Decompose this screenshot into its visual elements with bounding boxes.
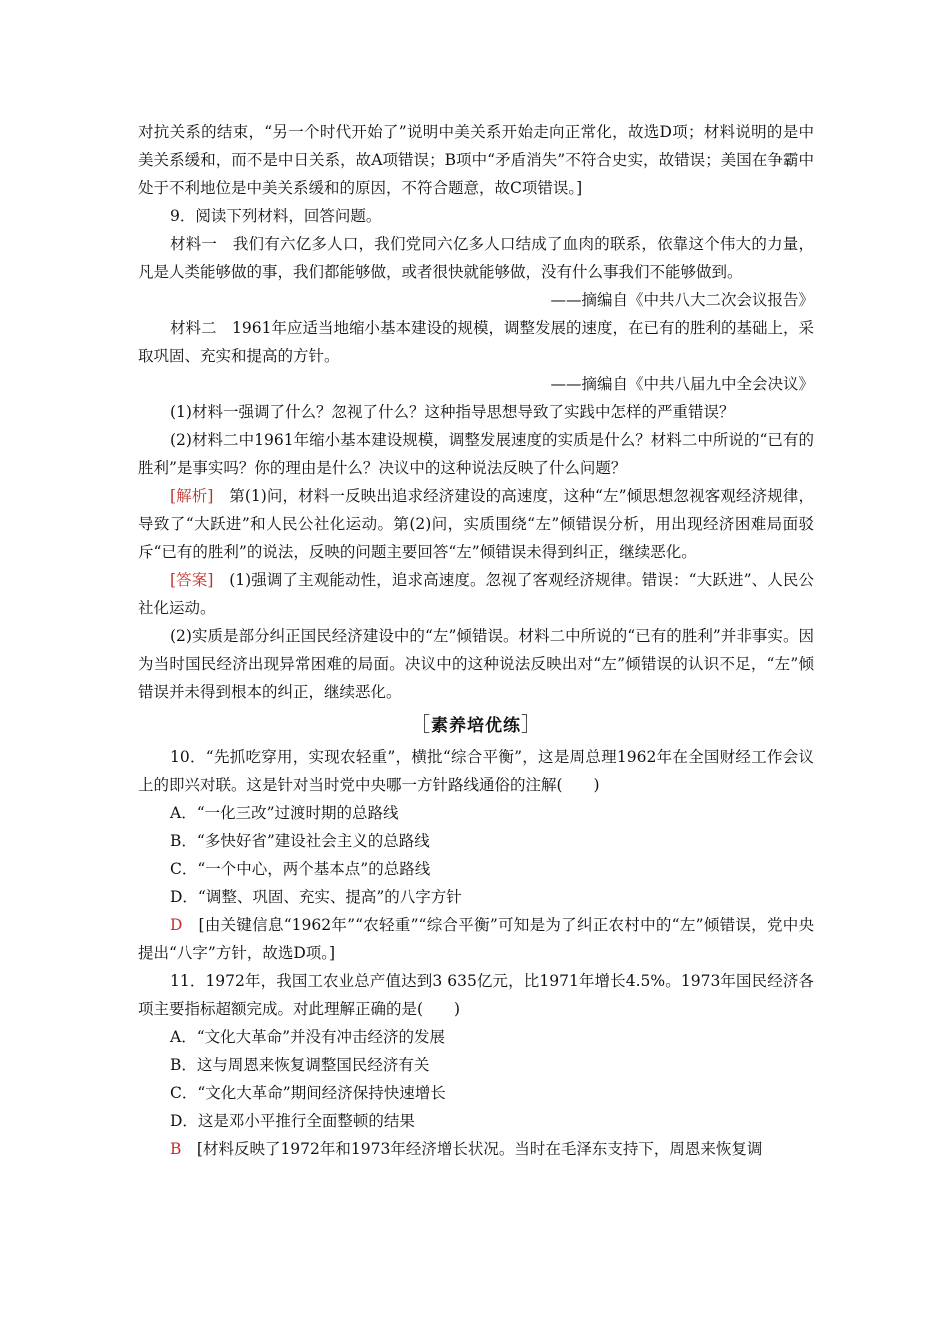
q9-answer-2: (2)实质是部分纠正国民经济建设中的“左”倾错误。材料二中所说的“已有的胜利”并非事实。因为当时国民经济出现异常困难的局面。决议中的这种说法反映出对“左”倾错误的认识不足，“左”倾错误并未得到根本的纠正，继续恶化。 xyxy=(138,627,814,701)
q9-answer-1 xyxy=(138,566,814,622)
q11-answer-letter: B xyxy=(170,1140,182,1158)
section-heading xyxy=(138,709,814,741)
q10-option-b: B．“多快好省”建设社会主义的总路线 xyxy=(170,832,430,850)
q10-option-d: D．“调整、巩固、充实、提高”的八字方针 xyxy=(170,888,462,906)
q9-subquestion-1: (1)材料一强调了什么？忽视了什么？这种指导思想导致了实践中怎样的严重错误？ xyxy=(170,403,735,421)
q9-analysis xyxy=(138,482,814,566)
q9-source-2: ——摘编自《中共八届九中全会决议》 xyxy=(550,375,814,393)
analysis-text: 第(1)问，材料一反映出追求经济建设的高速度，这种“左”倾思想忽视客观经济规律，导致了“大跃进”和人民公社化运动。第(2)问，实质围绕“左”倾错误分析，用出现经济困难局面驳斥“已有的胜利”的说法，反映的问题主要回答“左”倾错误未得到纠正，继续恶化。 xyxy=(138,487,814,561)
section-left-bracket: ［ xyxy=(410,712,431,736)
q8-explanation: 对抗关系的结束，“另一个时代开始了”说明中美关系开始走向正常化，故选D项；材料说明的是中美关系缓和，而不是中日关系，故A项错误；B项中“矛盾消失”不符合史实，故错误；美国在争霸中处于不利地位是中美关系缓和的原因，不符合题意，故C项错误。] xyxy=(138,123,814,197)
section-right-bracket: ］ xyxy=(521,712,542,736)
analysis-tag: [解析] xyxy=(170,487,214,505)
section-title: 素养培优练 xyxy=(431,716,521,736)
q9-subquestion-2: (2)材料二中1961年缩小基本建设规模，调整发展速度的实质是什么？材料二中所说的“已有的胜利”是事实吗？你的理由是什么？决议中的这种说法反映了什么问题？ xyxy=(138,431,814,477)
q10-option-a: A．“一化三改”过渡时期的总路线 xyxy=(170,804,399,822)
q10-stem: 10．“先抓吃穿用，实现农轻重”，横批“综合平衡”，这是周总理1962年在全国财经工作会议上的即兴对联。这是针对当时党中央哪一方针路线通俗的注解( ) xyxy=(138,748,814,794)
q10-explanation xyxy=(138,911,814,967)
q11-stem: 11．1972年，我国工农业总产值达到3 635亿元，比1971年增长4.5%。1973年国民经济各项主要指标超额完成。对此理解正确的是( ) xyxy=(138,972,814,1018)
document-page xyxy=(138,118,814,1163)
answer-tag: [答案] xyxy=(170,571,214,589)
answer-text-1: (1)强调了主观能动性，追求高速度。忽视了客观经济规律。错误：“大跃进”、人民公社化运动。 xyxy=(138,571,814,617)
q11-option-b: B．这与周恩来恢复调整国民经济有关 xyxy=(170,1056,430,1074)
q9-material-2: 材料二 1961年应适当地缩小基本建设的规模，调整发展的速度，在已有的胜利的基础上，采取巩固、充实和提高的方针。 xyxy=(138,319,814,365)
q11-option-a: A．“文化大革命”并没有冲击经济的发展 xyxy=(170,1028,446,1046)
q9-source-1: ——摘编自《中共八大二次会议报告》 xyxy=(550,291,814,309)
q10-explanation-text: [由关键信息“1962年”“农轻重”“综合平衡”可知是为了纠正农村中的“左”倾错误，党中央提出“八字”方针，故选D项。] xyxy=(138,916,814,962)
q11-explanation xyxy=(138,1135,814,1163)
q11-explanation-text: [材料反映了1972年和1973年经济增长状况。当时在毛泽东支持下，周恩来恢复调 xyxy=(181,1140,763,1158)
q9-material-1: 材料一 我们有六亿多人口，我们党同六亿多人口结成了血肉的联系，依靠这个伟大的力量，凡是人类能够做的事，我们都能够做，或者很快就能够做，没有什么事我们不能够做到。 xyxy=(138,235,814,281)
q11-option-d: D．这是邓小平推行全面整顿的结果 xyxy=(170,1112,415,1130)
q11-option-c: C．“文化大革命”期间经济保持快速增长 xyxy=(170,1084,446,1102)
q9-stem: 9．阅读下列材料，回答问题。 xyxy=(170,207,382,225)
q10-option-c: C．“一个中心，两个基本点”的总路线 xyxy=(170,860,431,878)
q10-answer-letter: D xyxy=(170,916,183,934)
section-title-box xyxy=(410,709,542,741)
